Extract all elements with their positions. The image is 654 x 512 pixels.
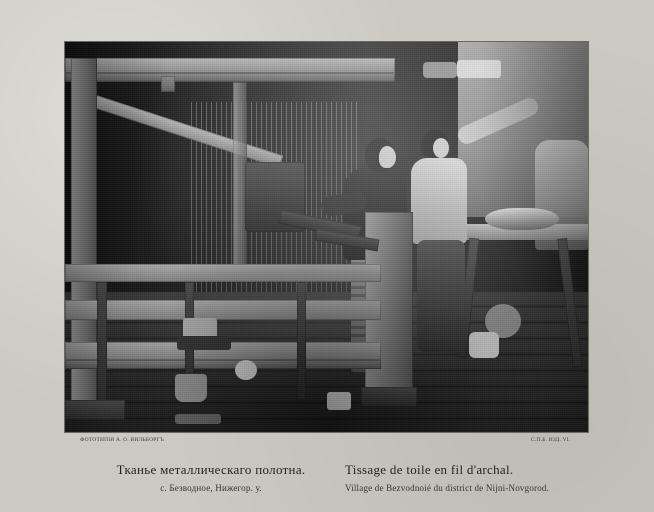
loom-brace-c <box>297 282 306 400</box>
white-cloth-on-floor <box>327 392 351 410</box>
loom-rail-middle <box>65 300 381 320</box>
woman-face <box>379 146 396 168</box>
caption-french <box>345 462 635 493</box>
pail <box>175 374 207 402</box>
loom-top-beam <box>65 58 395 73</box>
caption-french-subtitle: Village de Bezvodnoié du district de Nijni-Novgorod. <box>345 483 550 493</box>
loom-rail-upper <box>65 264 381 282</box>
man-face <box>433 138 449 158</box>
photograph-frame <box>64 41 589 433</box>
caption-russian-subtitle: с. Безводное, Нижегор. у. <box>160 483 262 493</box>
caption-russian-title: Тканье металлическаго полотна. <box>116 462 306 477</box>
loom-foot-left <box>65 400 125 420</box>
bowls-on-shelf <box>457 60 501 78</box>
man-legs <box>417 240 465 352</box>
photograph <box>65 42 588 432</box>
jug-under-bench <box>469 332 499 358</box>
printer-credit-left: ФОТОТИПІЯ А. О. ВИЛЬБОРГЪ <box>80 437 165 443</box>
caption-russian <box>86 462 336 493</box>
loom-top-peg <box>161 76 175 92</box>
loom-brace-a <box>97 282 107 412</box>
tool-on-rail <box>177 336 231 350</box>
printer-credit-right: С.П.Б. ИЗД. VI. <box>531 437 571 443</box>
caption-french-title: Tissage de toile en fil d'archal. <box>345 462 514 477</box>
loom-rail-lower-shadow <box>65 360 381 369</box>
small-bowl <box>235 360 257 380</box>
board-on-floor <box>175 414 221 424</box>
loom-top-beam-shadow <box>65 73 395 82</box>
man-raised-arm <box>455 95 541 146</box>
loom-foot-center <box>361 387 417 407</box>
pot-on-shelf <box>423 62 457 78</box>
